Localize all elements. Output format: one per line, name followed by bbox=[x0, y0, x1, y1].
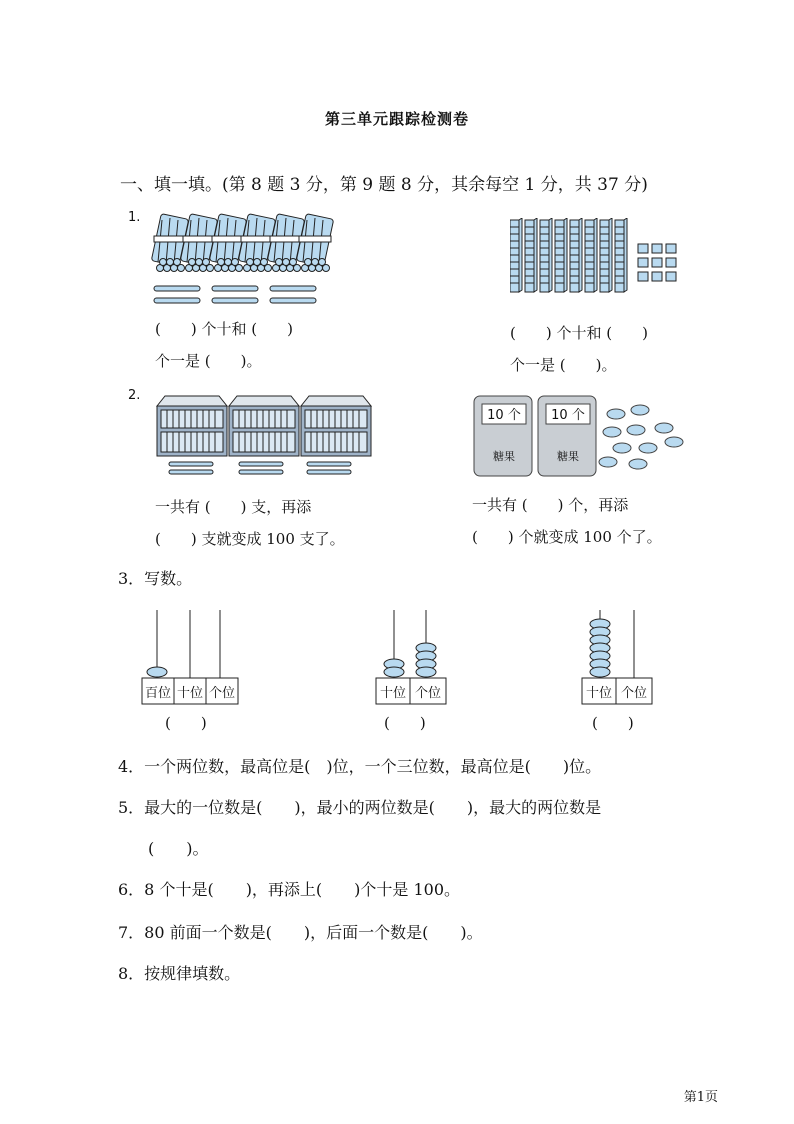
abacus2-answer: ( ) bbox=[384, 714, 426, 732]
bag1-label: 10 个 bbox=[487, 408, 521, 423]
base-ten-blocks-picture bbox=[510, 218, 685, 308]
q3-text: 3．写数。 bbox=[118, 569, 193, 588]
q2-left-line2: ( ) 支就变成 100 支了。 bbox=[155, 530, 345, 548]
q5-line2: ( )。 bbox=[148, 839, 209, 858]
q1-right-line1: ( ) 个十和 ( ) bbox=[510, 324, 648, 342]
abacus-hundreds bbox=[140, 606, 250, 706]
abacus3-label-ones: 个位 bbox=[620, 686, 648, 701]
q2-right-line2: ( ) 个就变成 100 个了。 bbox=[472, 528, 662, 546]
abacus1-label-ones: 个位 bbox=[208, 686, 236, 701]
q1-right-line2: 个一是 ( )。 bbox=[510, 356, 617, 374]
q5-line1: 5．最大的一位数是( )，最小的两位数是( )，最大的两位数是 bbox=[118, 798, 602, 817]
q2-number: 2. bbox=[128, 388, 141, 403]
abacus2-label-tens: 十位 bbox=[379, 686, 407, 701]
abacus1-answer: ( ) bbox=[165, 714, 207, 732]
abacus-tens-2 bbox=[578, 606, 658, 706]
candy-bags-picture bbox=[468, 392, 698, 482]
q8-text: 8．按规律填数。 bbox=[118, 964, 241, 983]
abacus3-answer: ( ) bbox=[592, 714, 634, 732]
abacus2-label-ones: 个位 bbox=[414, 686, 442, 701]
q4-text: 4．一个两位数，最高位是( )位，一个三位数，最高位是( )位。 bbox=[118, 757, 602, 776]
abacus1-label-hundreds: 百位 bbox=[144, 686, 172, 701]
bag2-label: 10 个 bbox=[551, 408, 585, 423]
abacus1-label-tens: 十位 bbox=[176, 686, 204, 701]
q6-text: 6．8 个十是( )，再添上( )个十是 100。 bbox=[118, 880, 461, 899]
pencil-boxes-picture bbox=[155, 394, 375, 484]
q7-text: 7．80 前面一个数是( )，后面一个数是( )。 bbox=[118, 923, 483, 942]
abacus3-label-tens: 十位 bbox=[585, 686, 613, 701]
abacus-tens-1 bbox=[372, 606, 452, 706]
bundles-of-sticks-picture bbox=[150, 212, 350, 312]
q1-number: 1. bbox=[128, 210, 141, 225]
page-number: 第1页 bbox=[683, 1090, 718, 1105]
q2-left-line1: 一共有 ( ) 支，再添 bbox=[155, 498, 312, 516]
q1-left-line1: ( ) 个十和 ( ) bbox=[155, 320, 293, 338]
q1-left-line2: 个一是 ( )。 bbox=[155, 352, 262, 370]
section-heading: 一、填一填。(第 8 题 3 分，第 9 题 8 分，其余每空 1 分，共 37 分) bbox=[120, 175, 648, 195]
bag2-text: 糖果 bbox=[557, 450, 579, 463]
q2-right-line1: 一共有 ( ) 个，再添 bbox=[472, 496, 629, 514]
bag1-text: 糖果 bbox=[493, 450, 515, 463]
page-title: 第三单元跟踪检测卷 bbox=[324, 110, 469, 128]
